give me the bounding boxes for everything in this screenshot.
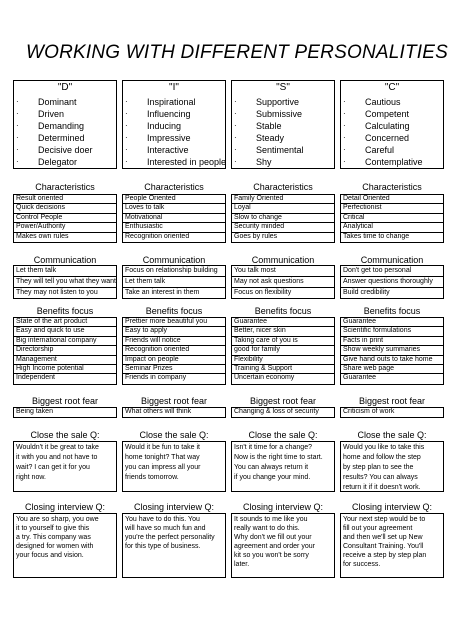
traits-list [232,96,304,169]
benefits-row: Training & Support [232,365,334,374]
fear-box [231,407,335,418]
personality-letter: "C" [384,82,400,93]
close-title: Close the sale Q: [30,430,100,440]
characteristics-row: Detail Oriented [341,195,443,204]
closing-box [231,513,335,578]
fear-value: Criticism of work [343,408,395,415]
communication-row: Take an interest in them [125,288,200,296]
fear-value: What others will think [125,408,192,415]
trait-item [123,96,226,108]
benefits-row: Impact on people [123,356,225,365]
bullet-icon: · [234,121,237,131]
benefits-row: State of the art product [14,318,116,327]
trait-item [14,132,93,144]
characteristics-row: Enthusiastic [123,223,225,232]
benefits-row: High Income potential [14,365,116,374]
benefits-row: Independent [16,374,55,382]
trait-label: Impressive [147,133,191,144]
benefits-row: Friends in company [125,374,187,382]
trait-item [232,144,304,156]
communication-title: Communication [33,255,97,265]
fear-box [13,407,117,418]
trait-label: Interested in people [147,157,227,168]
trait-item [123,108,226,120]
communication-row: Let them talk [14,266,116,277]
trait-label: Demanding [38,121,85,132]
characteristics-title: Characteristics [35,182,95,192]
trait-label: Supportive [256,97,300,107]
bullet-icon: · [234,97,237,106]
trait-label: Stable [256,121,282,132]
benefits-title: Benefits focus [145,306,203,316]
characteristics-row: Family Oriented [232,195,334,204]
bullet-icon: · [343,145,346,155]
benefits-title: Benefits focus [254,306,312,316]
characteristics-row: Critical [341,214,443,223]
communication-row: They may not listen to you [16,288,98,296]
close-question: Wouldn't it be great to take it with you and not have to wait? I can get it for you right now. [16,444,99,481]
trait-item [123,132,226,144]
close-box [231,441,335,492]
bullet-icon: · [16,109,19,119]
benefits-box [13,317,117,385]
benefits-row: Guarantee [341,318,443,327]
closing-title: Closing interview Q: [242,502,324,512]
fear-title: Biggest root fear [358,396,426,406]
benefits-title: Benefits focus [36,306,94,316]
communication-row: Focus on flexibility [234,288,292,296]
characteristics-row: Security minded [232,223,334,232]
benefits-row: Flexibility [232,356,334,365]
trait-label: Shy [256,157,272,168]
close-question: Would you like to take this home and follow the step by step plan to see the results? You can always return it if it doesn't work. [343,444,425,491]
fear-value: Changing & loss of security [234,408,319,415]
close-box [340,441,444,492]
bullet-icon: · [343,121,346,131]
page-title: WORKING WITH DIFFERENT PERSONALITIES [25,42,449,63]
bullet-icon: · [16,157,19,167]
traits-box [122,80,226,169]
bullet-icon: · [234,133,237,143]
communication-row: You talk most [232,266,334,277]
trait-item [232,156,304,168]
trait-label: Determined [38,133,85,144]
benefits-box [340,317,444,385]
characteristics-row: Goes by rules [234,232,278,240]
bullet-icon: · [343,157,346,167]
trait-item [232,120,304,132]
benefits-row: Recognition oriented [123,346,225,355]
benefits-row: Management [14,356,116,365]
close-title: Close the sale Q: [139,430,209,440]
benefits-row: Scientific formulations [341,327,443,336]
bullet-icon: · [125,97,128,106]
communication-box [122,265,226,299]
characteristics-row: Makes own rules [16,232,69,240]
trait-item [14,120,93,132]
trait-item [341,96,423,108]
trait-item [341,156,423,168]
communication-row: Focus on relationship building [123,266,225,277]
trait-label: Influencing [147,109,191,120]
closing-question: You are so sharp, you owe it to yourself to give this a try. This company was designed for women with your focus and vision. [16,516,99,559]
characteristics-row: Control People [14,214,116,223]
trait-item [341,120,423,132]
closing-title: Closing interview Q: [351,502,433,512]
personality-letter: "D" [57,82,73,93]
communication-box [340,265,444,299]
closing-box [340,513,444,578]
characteristics-row: People Oriented [123,195,225,204]
close-title: Close the sale Q: [357,430,427,440]
trait-label: Inducing [147,121,182,132]
traits-box [13,80,117,169]
benefits-row: Give hand outs to take home [341,356,443,365]
communication-box [231,265,335,299]
benefits-row: Directorship [14,346,116,355]
trait-item [232,132,304,144]
personality-letter: "S" [276,82,290,93]
trait-label: Contemplative [365,157,423,168]
close-question: Would it be fun to take it home tonight? That way you can impress all your friends tomorrow. [125,444,201,481]
benefits-row: Seminar Prizes [123,365,225,374]
characteristics-row: Result oriented [14,195,116,204]
close-question: Isn't it time for a change? Now is the right time to start. You can always return it if you change your mind. [234,444,323,481]
trait-label: Dominant [38,97,77,107]
communication-row: Build credibility [343,288,390,296]
closing-question: You have to do this. You will have so much fun and you're the perfect personality for this type of business. [125,516,215,550]
benefits-box [122,317,226,385]
characteristics-row: Quick decisions [14,204,116,213]
communication-row: Let them talk [123,277,225,288]
characteristics-row: Power/Authority [14,223,116,232]
trait-item [14,108,93,120]
closing-question: Your next step would be to fill out your agreement and then we'll set up New Consultant Training. You'll receive a step by step plan for success. [343,516,427,568]
benefits-row: good for family [232,346,334,355]
characteristics-box [122,194,226,243]
traits-box [231,80,335,169]
bullet-icon: · [16,121,19,131]
trait-label: Cautious [365,97,401,107]
characteristics-title: Characteristics [362,182,422,192]
characteristics-row: Loves to talk [123,204,225,213]
trait-label: Careful [365,145,395,156]
characteristics-row: Takes time to change [343,232,410,240]
benefits-row: Taking care of you is [232,337,334,346]
bullet-icon: · [234,109,237,119]
trait-label: Competent [365,109,410,120]
closing-box [13,513,117,578]
bullet-icon: · [125,133,128,143]
trait-label: Submissive [256,109,303,120]
trait-label: Sentimental [256,145,304,156]
trait-label: Concerned [365,133,410,144]
communication-title: Communication [251,255,315,265]
communication-box [13,265,117,299]
communication-row: Answer questions thoroughly [341,277,443,288]
close-box [13,441,117,492]
trait-label: Decisive doer [38,145,93,156]
benefits-row: Show weekly summaries [341,346,443,355]
bullet-icon: · [343,97,346,106]
trait-label: Delegator [38,157,78,168]
close-box [122,441,226,492]
trait-item [341,144,423,156]
trait-item [123,144,226,156]
traits-list [14,96,93,169]
characteristics-row: Analytical [341,223,443,232]
characteristics-box [340,194,444,243]
benefits-row: Friends will notice [123,337,225,346]
benefits-box [231,317,335,385]
trait-label: Driven [38,109,65,120]
closing-question: It sounds to me like you really want to do this. Why don't we fill out your agreement and order your kit so you won't be sorry later. [234,516,315,568]
fear-box [340,407,444,418]
trait-item [123,120,226,132]
communication-row: May not ask questions [232,277,334,288]
trait-item [123,156,226,168]
bullet-icon: · [343,133,346,143]
trait-item [341,132,423,144]
fear-title: Biggest root fear [31,396,99,406]
characteristics-title: Characteristics [253,182,313,192]
fear-value: Being taken [16,408,53,415]
characteristics-row: Loyal [232,204,334,213]
characteristics-box [231,194,335,243]
closing-box [122,513,226,578]
fear-box [122,407,226,418]
bullet-icon: · [16,145,19,155]
trait-item [341,108,423,120]
benefits-row: Easy to apply [123,327,225,336]
bullet-icon: · [234,145,237,155]
close-title: Close the sale Q: [248,430,318,440]
trait-label: Calculating [365,121,410,132]
bullet-icon: · [125,109,128,119]
communication-row: Don't get too personal [341,266,443,277]
personality-letter: "I" [169,82,179,93]
characteristics-box [13,194,117,243]
benefits-row: Better, nicer skin [232,327,334,336]
trait-item [14,96,93,108]
bullet-icon: · [125,121,128,131]
trait-item [232,96,304,108]
fear-title: Biggest root fear [249,396,317,406]
characteristics-title: Characteristics [144,182,204,192]
benefits-row: Guarantee [232,318,334,327]
characteristics-row: Motivational [123,214,225,223]
traits-box [340,80,444,169]
trait-item [14,144,93,156]
communication-title: Communication [360,255,424,265]
communication-title: Communication [142,255,206,265]
closing-title: Closing interview Q: [133,502,215,512]
bullet-icon: · [343,109,346,119]
bullet-icon: · [125,145,128,155]
benefits-row: Facts in print [341,337,443,346]
characteristics-row: Perfectionist [341,204,443,213]
benefits-row: Big international company [14,337,116,346]
bullet-icon: · [125,157,128,167]
characteristics-row: Recognition oriented [125,232,190,240]
benefits-row: Guarantee [343,374,377,382]
benefits-row: Share web page [341,365,443,374]
traits-list [341,96,423,169]
benefits-row: Uncertain economy [234,374,295,382]
bullet-icon: · [16,97,19,106]
benefits-row: Easy and quick to use [14,327,116,336]
characteristics-row: Slow to change [232,214,334,223]
bullet-icon: · [234,157,237,167]
traits-list [123,96,226,169]
fear-title: Biggest root fear [140,396,208,406]
trait-label: Inspirational [147,97,196,107]
trait-item [232,108,304,120]
closing-title: Closing interview Q: [24,502,106,512]
communication-row: They will tell you what they want [14,277,116,288]
bullet-icon: · [16,133,19,143]
benefits-title: Benefits focus [363,306,421,316]
trait-label: Steady [256,133,285,144]
benefits-row: Prettier more beautiful you [123,318,225,327]
trait-item [14,156,93,168]
trait-label: Interactive [147,145,189,156]
